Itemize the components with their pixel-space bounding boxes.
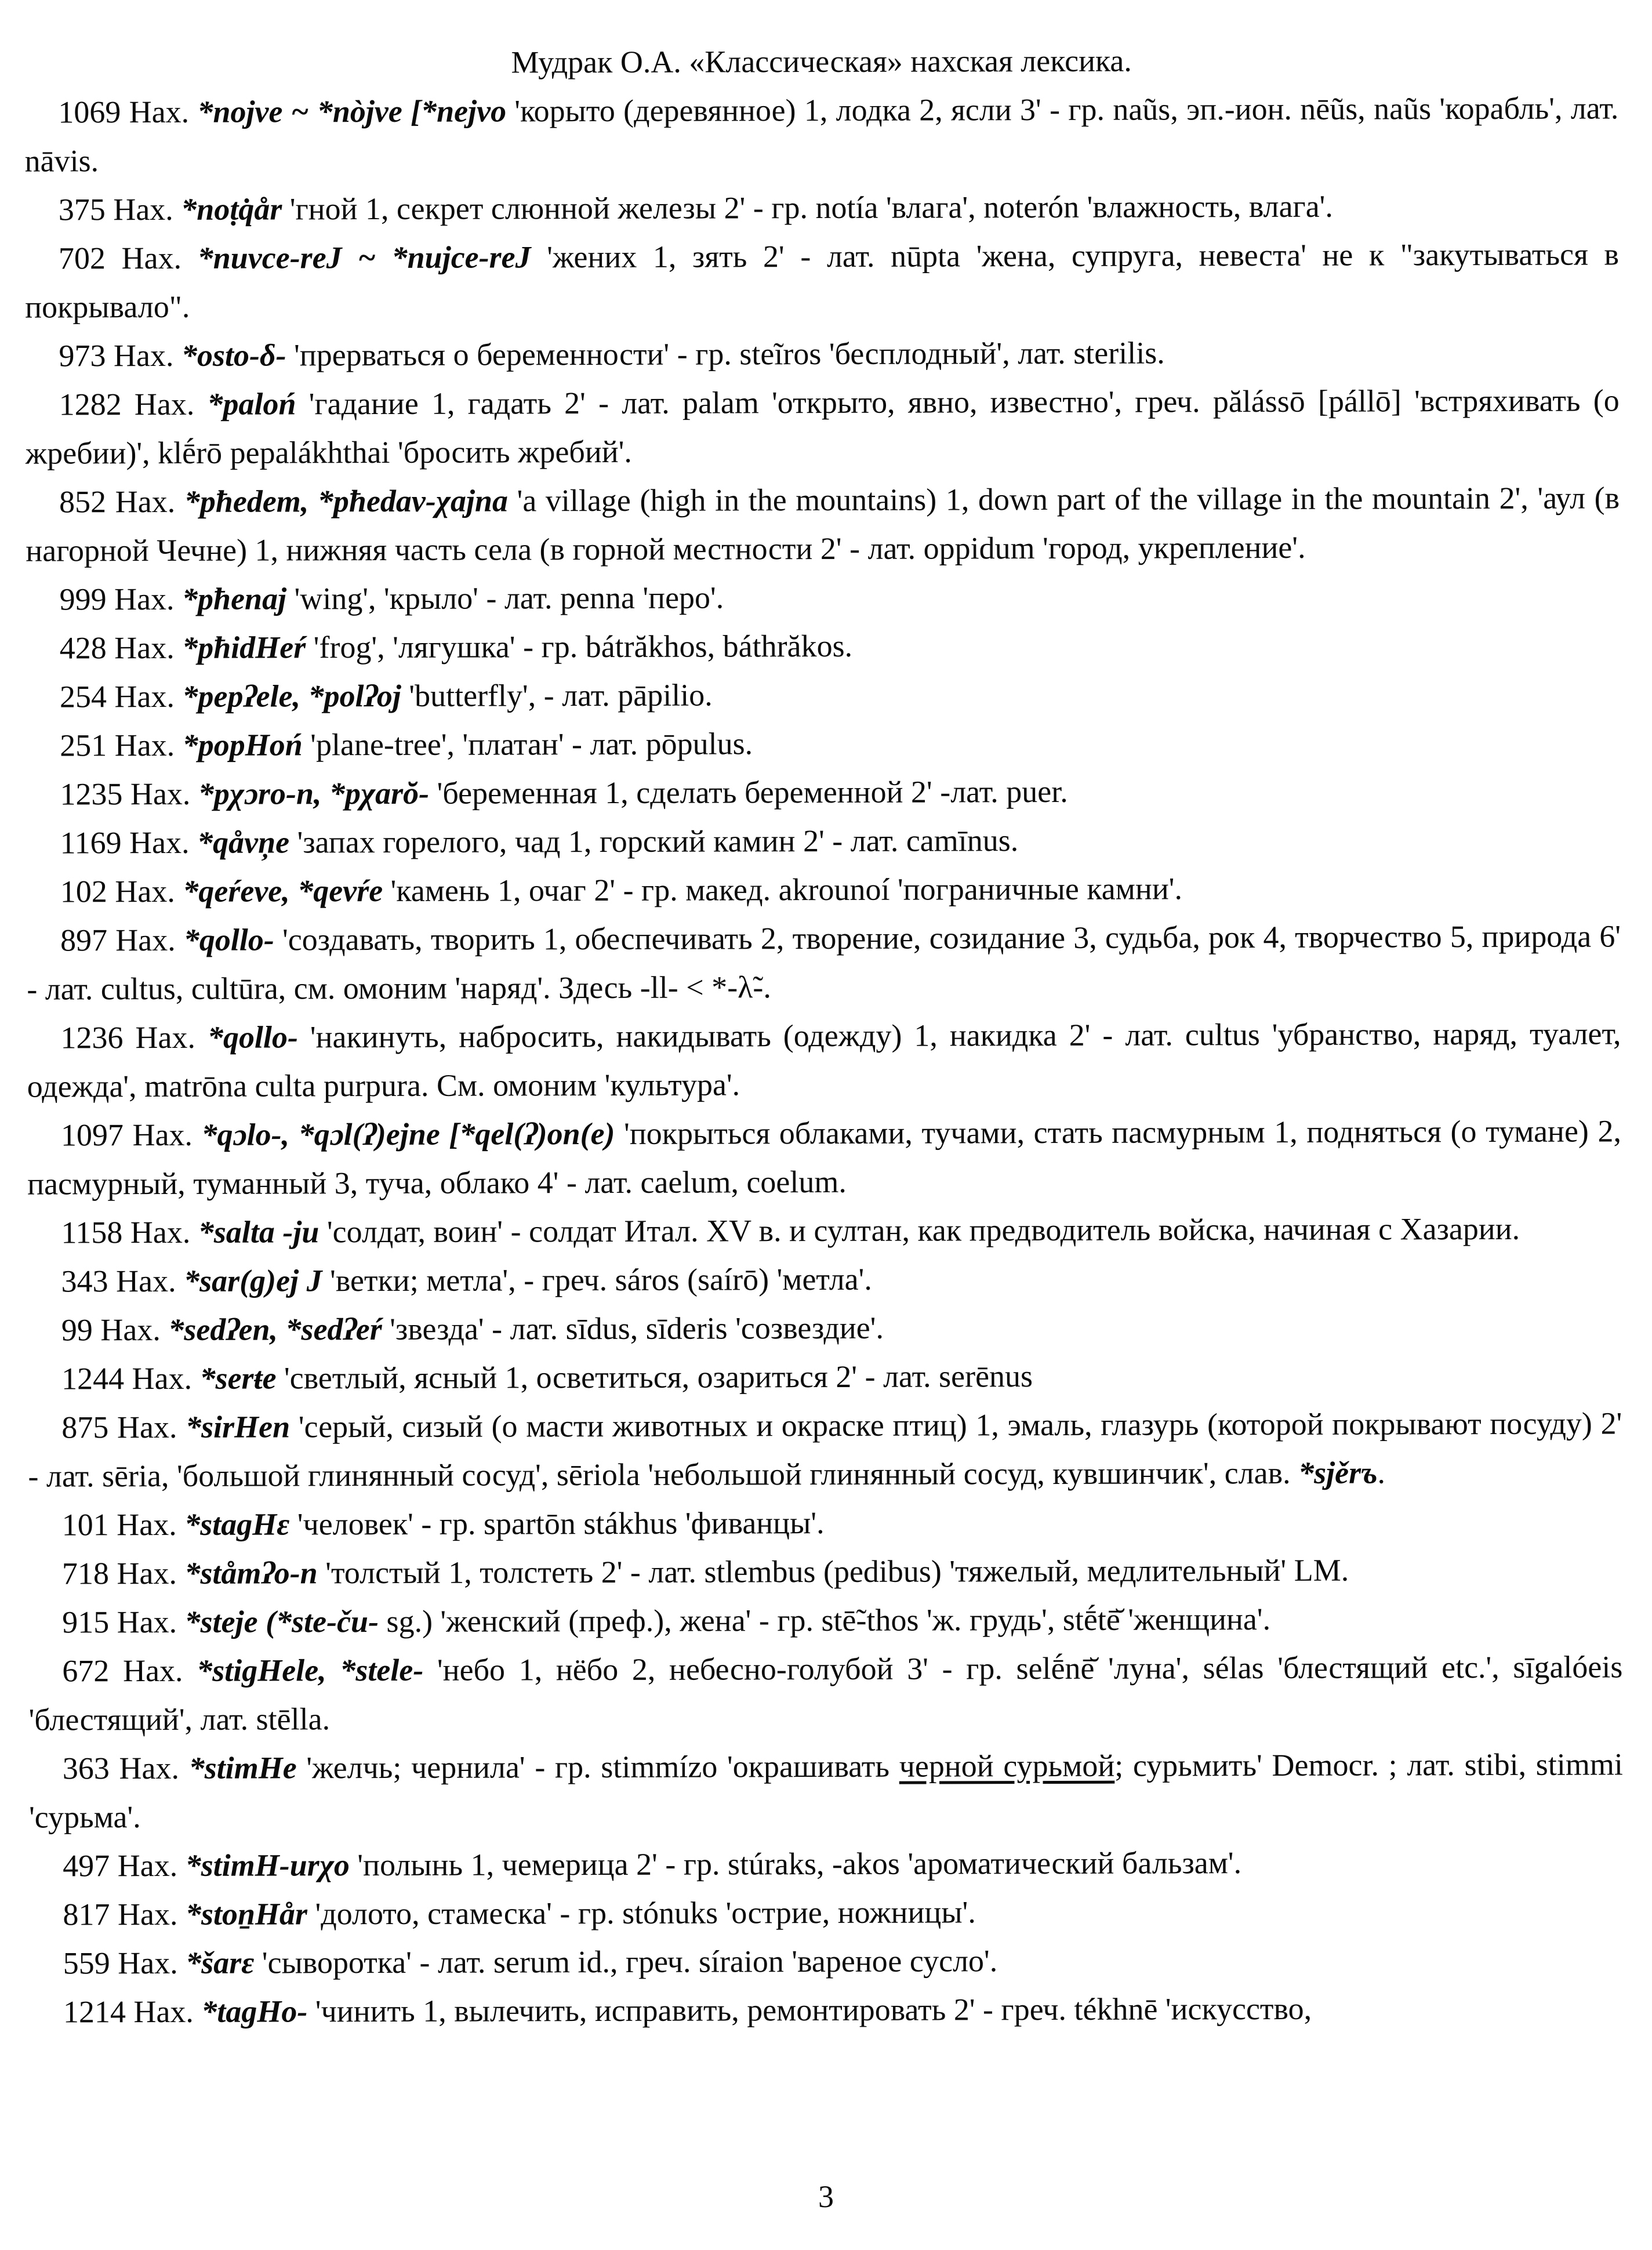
dictionary-entry: [29, 1886, 1623, 1939]
entry-text: 875 Нах.: [61, 1409, 186, 1445]
dictionary-entry: [28, 1496, 1622, 1549]
reconstructed-form: *pħedem, *pħedav-χajna: [184, 483, 509, 519]
reconstructed-form: *pχɔro-n, *pχarŏ-: [198, 775, 430, 811]
entry-text: 'butterfly', - лат. pāpilio.: [401, 677, 713, 713]
dictionary-entry: [28, 1642, 1622, 1744]
entry-text: 718 Нах.: [61, 1555, 185, 1591]
reconstructed-form: *sar(g)ej J: [184, 1263, 322, 1298]
reconstructed-form: *stagHε: [184, 1507, 290, 1542]
reconstructed-form: *stoṉHår: [185, 1896, 308, 1932]
entry-text: 'wing', 'крыло' - лат. penna 'перо'.: [286, 580, 724, 616]
entry-text: 1282 Нах.: [59, 386, 208, 422]
entry-text: 'долото, стамеска' - гр. stónuks 'острие, ножницы'.: [307, 1895, 976, 1932]
entry-text: 'создавать, творить 1, обеспечивать 2, творение, созидание 3, судьба, рок 4, творчество 5, природа 6' - лат. cultus, cultūra, см. омоним 'наряд'. Здесь -ll- < *-λ̃-.: [27, 919, 1621, 1007]
entry-text: 1244 Нах.: [61, 1360, 200, 1396]
reconstructed-form: *noṭq̇år: [181, 191, 282, 227]
dictionary-entry: [28, 1253, 1622, 1305]
dictionary-entry: [28, 1545, 1622, 1598]
entry-text: 'светлый, ясный 1, осветиться, озариться 2' - лат. serēnus: [276, 1359, 1033, 1396]
reconstructed-form: *nuvce-reJ ~ *nujce-reJ: [197, 239, 531, 275]
reconstructed-form: *pepʔele, *polʔoj: [182, 678, 401, 714]
dictionary-entry: [24, 84, 1618, 185]
entry-text: 251 Нах.: [60, 727, 183, 763]
reconstructed-form: *qollo-: [207, 1019, 298, 1055]
entry-text: 'frog', 'лягушка' - гр. bátrăkhos, báthrăkos.: [306, 628, 853, 665]
entry-text: 'человек' - гр. spartōn stákhus 'фиванцы'.: [289, 1505, 825, 1542]
dictionary-entry: [25, 327, 1619, 380]
entry-text: 1158 Нах.: [61, 1214, 198, 1250]
entry-text: 343 Нах.: [61, 1263, 184, 1299]
dictionary-entry: [26, 765, 1620, 818]
dictionary-entry: [26, 668, 1620, 721]
reconstructed-form: *sjěrъ: [1298, 1455, 1378, 1490]
entry-text: 1169 Нах.: [60, 825, 198, 861]
entry-text: 1214 Нах.: [63, 1994, 202, 2030]
entry-text: 915 Нах.: [62, 1604, 185, 1640]
entry-text: 1236 Нах.: [60, 1019, 208, 1055]
reconstructed-form: *osto-δ-: [181, 338, 286, 373]
reconstructed-form: *salta -ju: [198, 1214, 319, 1250]
dictionary-entry: [29, 1740, 1623, 1841]
reconstructed-form: *pħidHeŕ: [182, 630, 306, 665]
entry-text: 363 Нах.: [62, 1750, 189, 1786]
entry-text: 375 Нах.: [58, 191, 181, 227]
entry-text: .: [1377, 1455, 1386, 1490]
entry-text: 'прерваться о беременности' - гр. steĩros 'бесплодный', лат. sterilis.: [286, 335, 1165, 373]
entry-text: 'покрыться облаками, тучами, стать пасмурным 1, подняться (о тумане) 2, пасмурный, туманный 3, туча, облако 4' - лат. caelum, coelum.: [27, 1113, 1622, 1202]
dictionary-entries: [24, 84, 1624, 2036]
entry-text: 'желчь; чернила' - гр. stimmízo 'окрашивать: [296, 1748, 899, 1786]
dictionary-entry: [25, 230, 1619, 331]
dictionary-entry: [27, 912, 1621, 1013]
entry-text: 102 Нах.: [60, 873, 183, 909]
dictionary-entry: [29, 1837, 1623, 1890]
dictionary-entry: [26, 376, 1620, 477]
entry-text: 973 Нах.: [59, 338, 181, 373]
dictionary-entry: [28, 1399, 1622, 1500]
entry-text: 'толстый 1, толстеть 2' - лат. stlembus (pedibus) 'тяжелый, медлительный' LM.: [317, 1552, 1349, 1591]
reconstructed-form: *stimHe: [188, 1750, 297, 1786]
reconstructed-form: *stigHele, *stele-: [197, 1652, 424, 1688]
entry-text: 'корыто (деревянное) 1, лодка 2, ясли 3' - гр. naũs, эп.-ион. nēũs, naũs 'корабль', лат. nāvis.: [24, 90, 1619, 179]
entry-text: 428 Нах.: [59, 630, 183, 666]
entry-text: 101 Нах.: [61, 1507, 185, 1543]
entry-text: 1097 Нах.: [60, 1117, 202, 1153]
reconstructed-form: *qollo-: [183, 922, 274, 957]
reconstructed-form: *paloń: [207, 386, 296, 422]
entry-text: 'серый, сизый (о масти животных и окраске птиц) 1, эмаль, глазурь (которой покрывают посуду) 2' - лат. sēria, 'большой глинянный сосуд', sēriola 'небольшой глинянный сосуд, кувшинчик', слав.: [28, 1406, 1622, 1494]
entry-text: 'солдат, воин' - солдат Итал. XV в. и султан, как предводитель войска, начиная с Хазарии.: [319, 1211, 1520, 1250]
entry-text: 'небо 1, нёбо 2, небесно-голубой 3' - гр. selḗnē̆ 'луна', sélas 'блестящий etc.', sīgalóeis 'блестящий', лат. stēlla.: [28, 1649, 1623, 1737]
dictionary-entry: [27, 814, 1621, 867]
entry-text: 'сыворотка' - лат. serum id., греч. síraion 'вареное сусло'.: [254, 1943, 998, 1980]
reconstructed-form: *popHoń: [182, 727, 303, 763]
entry-text: 672 Нах.: [62, 1653, 197, 1689]
dictionary-entry: [26, 473, 1620, 575]
entry-text: ; сурьмить' Democr. ; лат. stibi, stimmi 'сурьма'.: [28, 1747, 1623, 1835]
page-title: Мудрак О.А. «Классическая» нахская лексика.: [511, 43, 1132, 80]
dictionary-entry: [27, 1204, 1621, 1257]
dictionary-entry: [26, 619, 1620, 672]
entry-text: 254 Нах.: [59, 678, 183, 714]
dictionary-entry: [30, 1935, 1624, 1987]
reconstructed-form: *pħenaj: [181, 581, 287, 616]
entry-text: 999 Нах.: [59, 581, 183, 617]
reconstructed-form: *qåvņe: [197, 825, 290, 860]
entry-text: 'накинуть, набросить, накидывать (одежду) 1, накидка 2' - лат. cultus 'убранство, наряд, туалет, одежда', matrōna culta purpura. См. омоним 'культура'.: [27, 1016, 1621, 1104]
entry-text: sg.) 'женский (преф.), жена' - гр. stē̃-thos 'ж. грудь', stḗtē̆ 'женщина'.: [386, 1601, 1271, 1639]
entry-text: 'гадание 1, гадать 2' - лат. palam 'открыто, явно, известно', греч. pălássō [pállō] 'встряхивать (о жребии)', klḗrō pepalákhthai 'бросить жребий'.: [25, 383, 1620, 471]
dictionary-entry: [25, 181, 1619, 234]
entry-text: 'запах горелого, чад 1, горский камин 2' - лат. camīnus.: [289, 823, 1019, 860]
entry-text: 1235 Нах.: [60, 776, 198, 812]
entry-text: 'полынь 1, чемерица 2' - гр. stúraks, -akos 'ароматический бальзам'.: [349, 1845, 1242, 1883]
reconstructed-form: *nojve ~ *nòjve [*nejvo: [197, 93, 507, 129]
entry-text: 'ветки; метла', - греч. sáros (saírō) 'метла'.: [322, 1261, 872, 1298]
reconstructed-form: *serŧe: [199, 1360, 277, 1396]
dictionary-entry: [27, 863, 1621, 916]
entry-text: 1069 Нах.: [58, 94, 198, 130]
entry-text: 'plane-tree', 'платан' - лат. pōpulus.: [302, 726, 753, 763]
page-number: 3: [818, 2179, 834, 2214]
dictionary-entry: [26, 717, 1620, 770]
dictionary-entry: [28, 1594, 1622, 1646]
reconstructed-form: *sedʔen, *sedʔeŕ: [168, 1311, 382, 1347]
reconstructed-form: *stimH-urχo: [185, 1848, 350, 1883]
dictionary-entry: [27, 1009, 1621, 1111]
entry-text: 559 Нах.: [63, 1945, 186, 1981]
entry-text: 'беременная 1, сделать беременной 2' -лат. puer.: [429, 774, 1068, 811]
entry-text: 702 Нах.: [58, 240, 198, 276]
entry-text: 852 Нах.: [59, 484, 184, 520]
reconstructed-form: *sirHen: [186, 1409, 291, 1445]
dictionary-entry: [28, 1301, 1622, 1354]
entry-text: 99 Нах.: [61, 1312, 169, 1348]
reconstructed-form: *qeŕeve, *qevŕe: [183, 873, 383, 909]
entry-text: черной сурьмой: [899, 1748, 1115, 1784]
entry-text: 897 Нах.: [60, 922, 184, 958]
entry-text: 'камень 1, очаг 2' - гр. макед. akrounoí 'пограничные камни'.: [383, 871, 1183, 908]
entry-text: 'гной 1, секрет слюнной железы 2' - гр. notía 'влага', noterón 'влажность, влага'.: [282, 188, 1333, 227]
page-content: [24, 35, 1624, 2036]
entry-text: 497 Нах.: [63, 1848, 186, 1884]
reconstructed-form: *tagHo-: [201, 1994, 308, 2029]
reconstructed-form: *ståmʔo-n: [184, 1555, 318, 1591]
entry-text: 817 Нах.: [63, 1896, 186, 1932]
entry-text: 'жених 1, зять 2' - лат. nūpta 'жена, супруга, невеста' не к "закутываться в покрывало".: [25, 237, 1620, 325]
dictionary-entry: [26, 571, 1620, 623]
reconstructed-form: *steje (*ste-ču-: [184, 1603, 387, 1639]
reconstructed-form: *qɔlo-, *qɔl(ʔ)ejne [*qel(ʔ)on(e): [201, 1116, 615, 1152]
entry-text: 'чинить 1, вылечить, исправить, ремонтировать 2' - греч. tékhnē 'искусство,: [307, 1991, 1312, 2029]
dictionary-entry: [30, 1983, 1624, 2036]
dictionary-entry: [28, 1350, 1622, 1403]
entry-text: 'a village (high in the mountains) 1, down part of the village in the mountain 2', 'аул (в нагорной Чечне) 1, нижняя часть села (в горной местности 2' - лат. oppidum 'город, укрепление'.: [26, 480, 1620, 568]
entry-text: 'звезда' - лат. sīdus, sīderis 'созвездие'.: [382, 1310, 884, 1347]
reconstructed-form: *šarε: [186, 1945, 255, 1980]
dictionary-entry: [27, 1106, 1621, 1208]
